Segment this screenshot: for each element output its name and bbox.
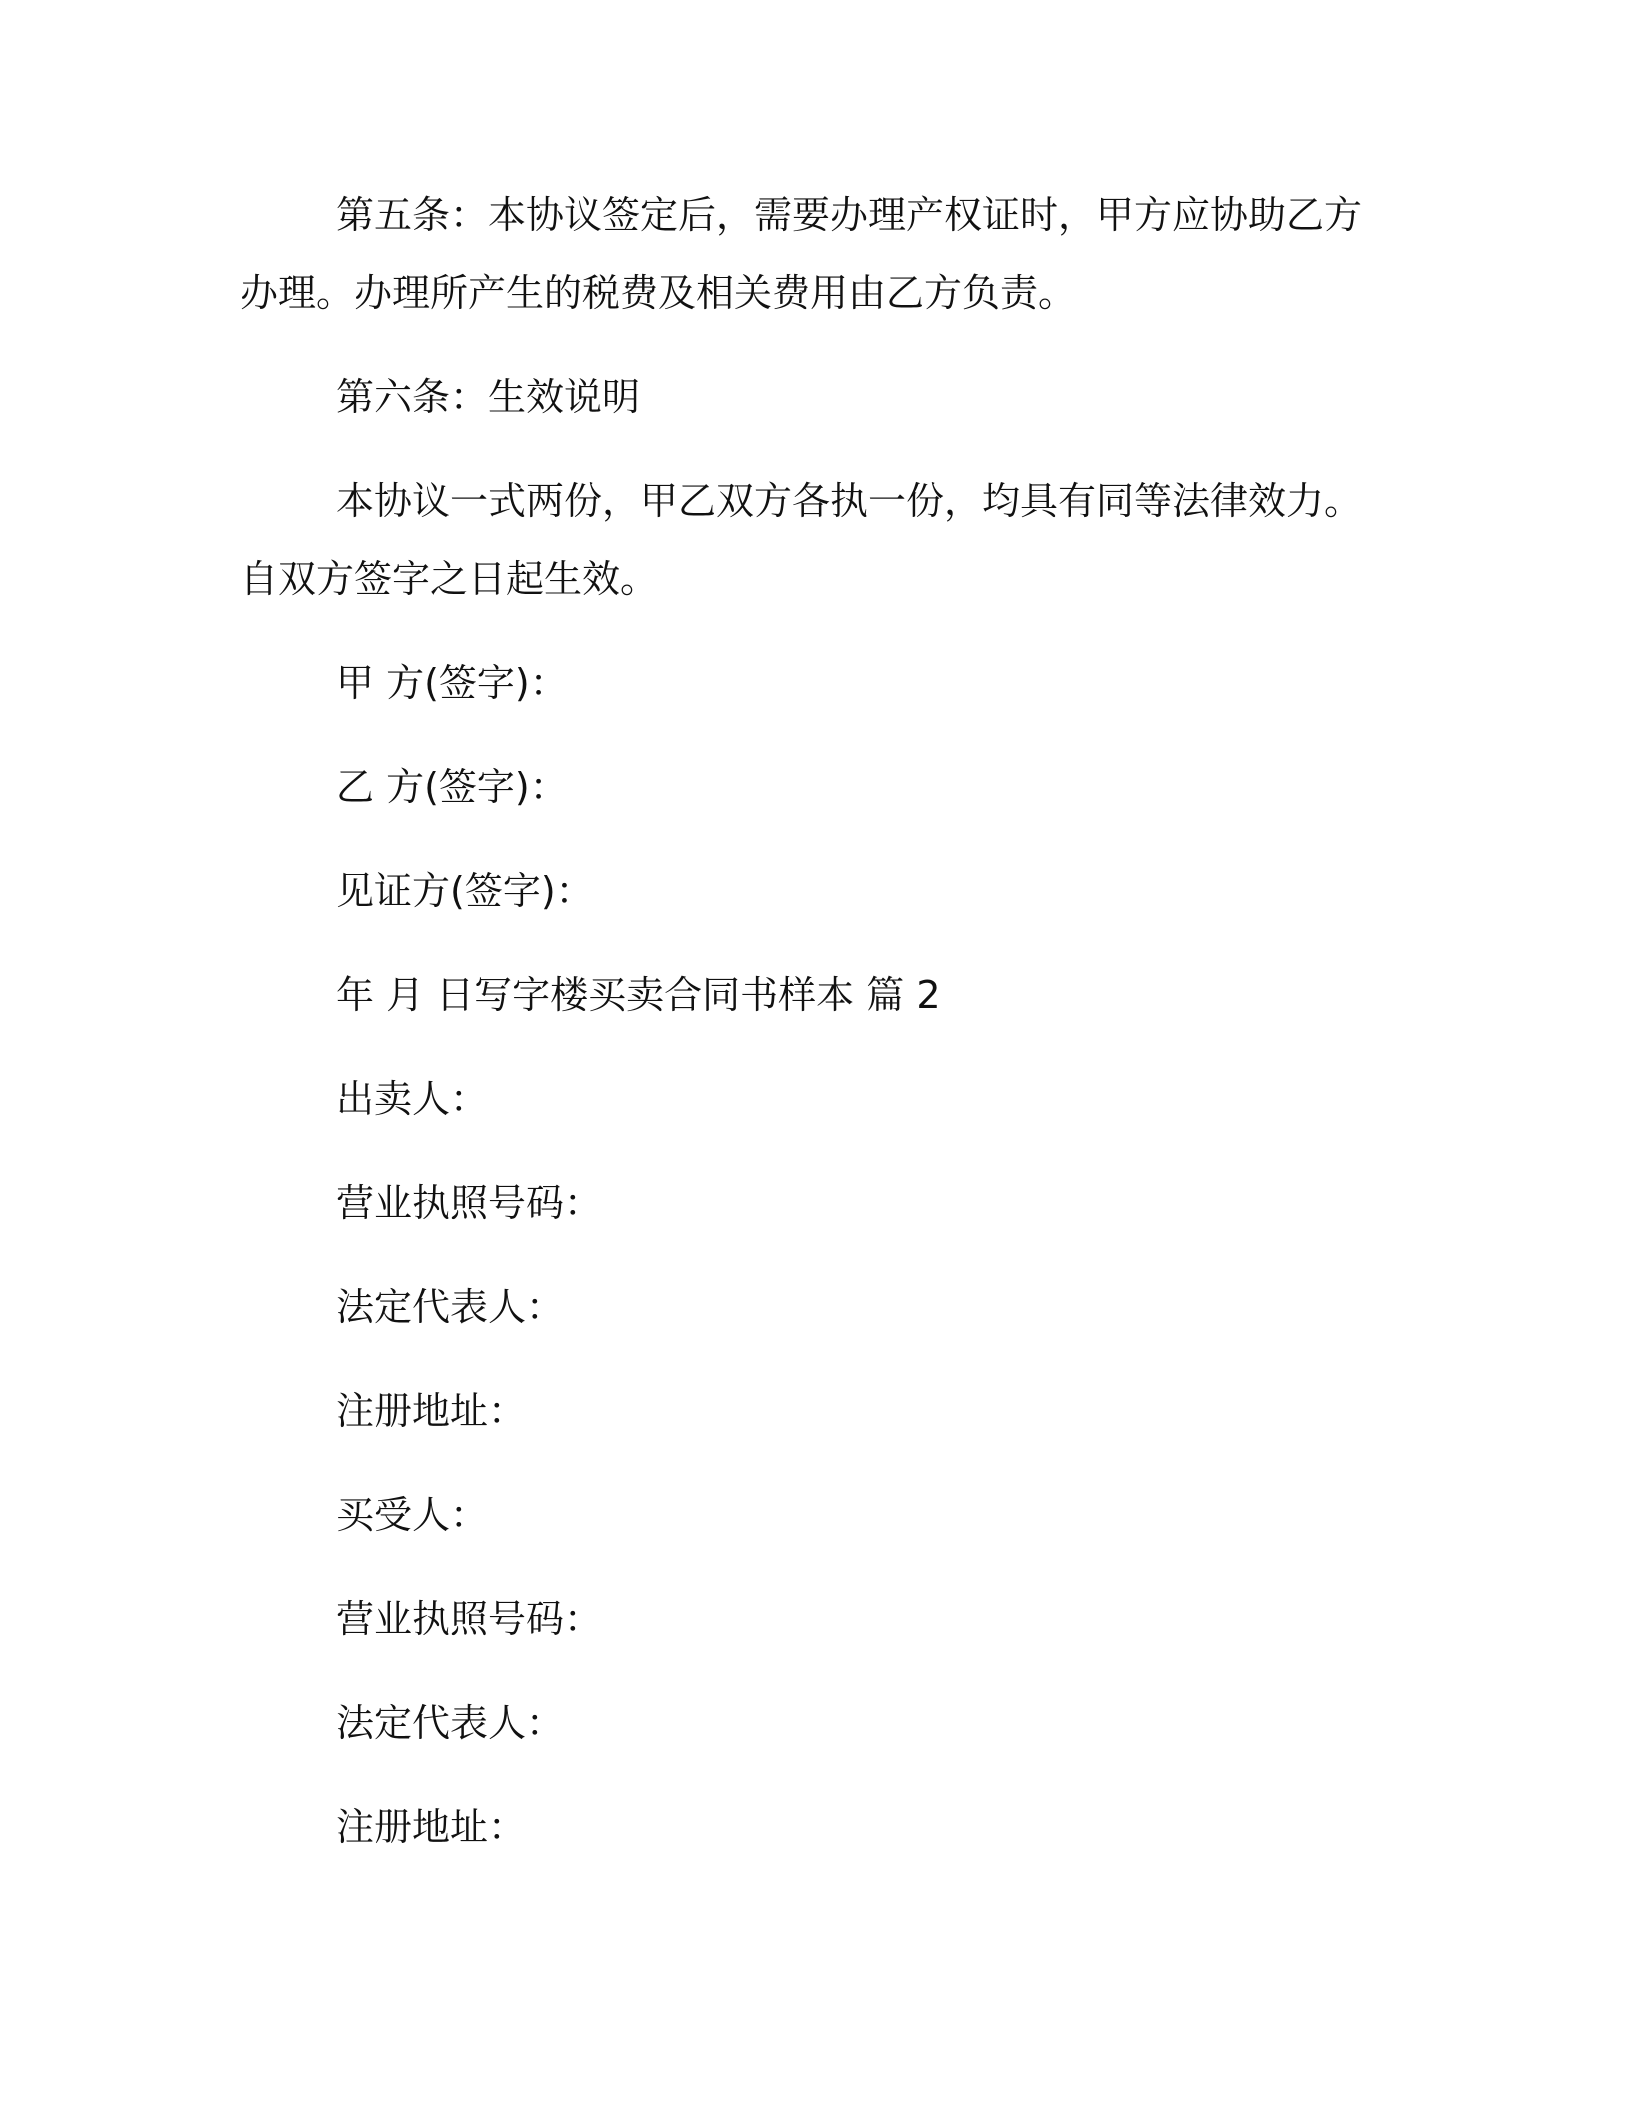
buyer-license-number-field: 营业执照号码： <box>336 1597 603 1641</box>
seller-license-number-field: 营业执照号码： <box>336 1181 603 1225</box>
witness-signature-line: 见证方(签字)： <box>336 869 594 913</box>
article-6-heading: 第六条：生效说明 <box>336 375 641 419</box>
buyer-registered-address-field: 注册地址： <box>336 1805 527 1849</box>
party-b-signature-line: 乙 方(签字)： <box>336 765 568 809</box>
document-body <box>240 176 1392 1892</box>
date-and-section-title: 年 月 日写字楼买卖合同书样本 篇 2 <box>336 973 941 1017</box>
buyer-legal-representative-field: 法定代表人： <box>336 1701 565 1745</box>
seller-field: 出卖人： <box>336 1077 489 1121</box>
party-a-signature-line: 甲 方(签字)： <box>336 661 568 705</box>
buyer-field: 买受人： <box>336 1493 489 1537</box>
article-5-paragraph: 第五条：本协议签定后，需要办理产权证时，甲方应协助乙方办理。办理所产生的税费及相关费用由乙方负责。 <box>240 193 1363 315</box>
effectiveness-paragraph: 本协议一式两份，甲乙双方各执一份，均具有同等法律效力。自双方签字之日起生效。 <box>240 479 1363 601</box>
seller-registered-address-field: 注册地址： <box>336 1389 527 1433</box>
seller-legal-representative-field: 法定代表人： <box>336 1285 565 1329</box>
